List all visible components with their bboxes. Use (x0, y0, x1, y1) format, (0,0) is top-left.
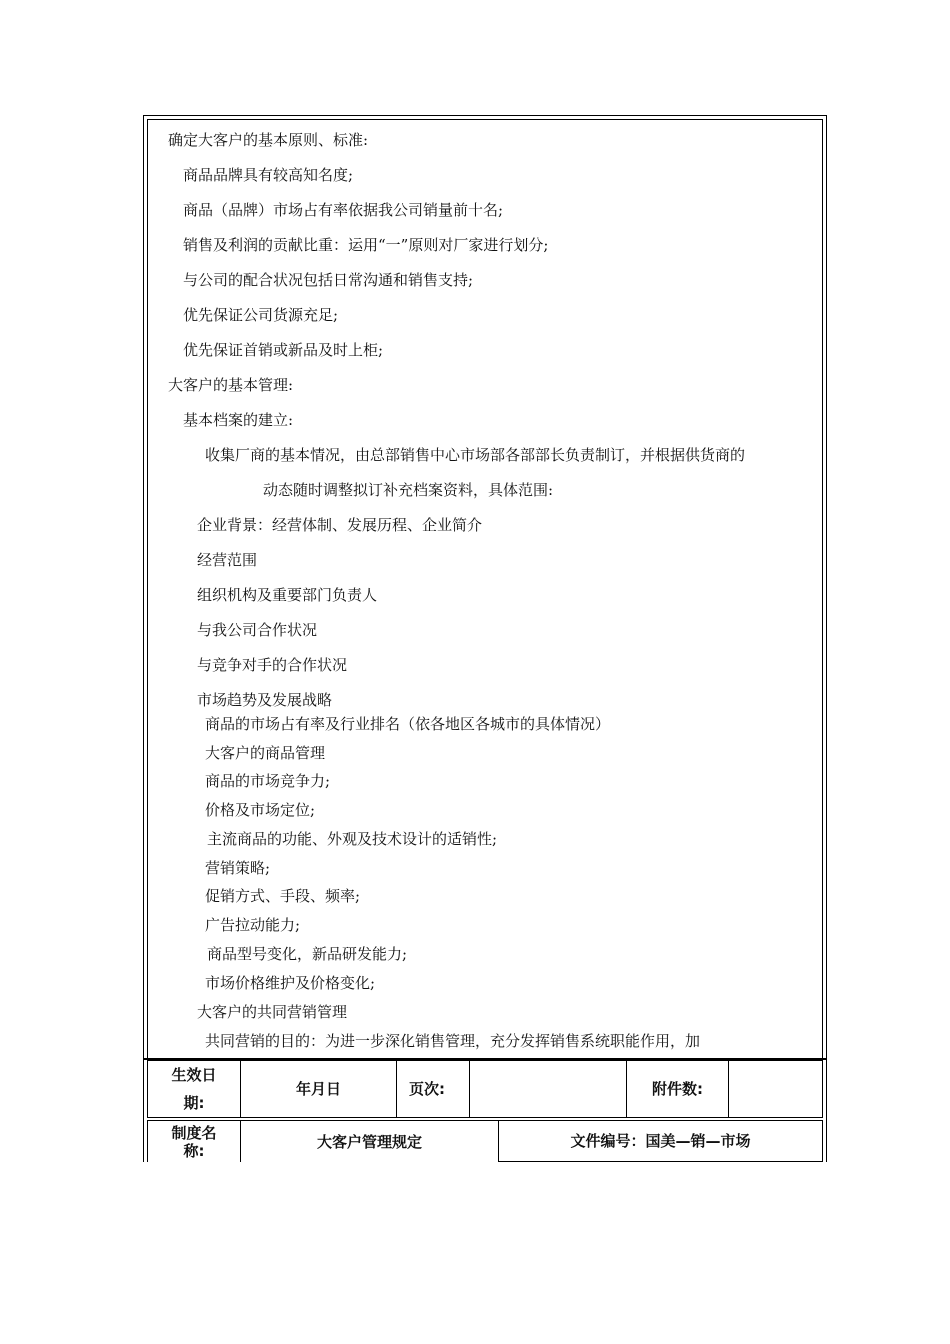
policy-name-label-line2: 称: (183, 1141, 205, 1160)
text-line: 营销策略; (205, 859, 271, 877)
text-line: 与竞争对手的合作状况 (197, 656, 348, 674)
policy-name-label-line1: 制度名 (171, 1123, 217, 1142)
text-line: 动态随时调整拟订补充档案资料，具体范围: (263, 481, 554, 499)
text-line: 与公司的配合状况包括日常沟通和销售支持; (183, 271, 474, 289)
effective-date-label-line1: 生效日 (171, 1066, 217, 1084)
text-line: 商品（品牌）市场占有率依据我公司销量前十名; (183, 201, 504, 219)
effective-date-value: 年月日 (240, 1060, 397, 1118)
effective-date-label-line2: 期: (183, 1094, 205, 1112)
policy-name-value: 大客户管理规定 (240, 1120, 499, 1162)
text-line: 商品的市场竞争力; (205, 772, 331, 790)
text-line: 主流商品的功能、外观及技术设计的适销性; (207, 830, 498, 848)
text-line: 确定大客户的基本原则、标准: (168, 131, 369, 149)
policy-name-label (147, 1120, 241, 1162)
text-line: 市场趋势及发展战略 (197, 691, 333, 709)
text-line: 优先保证公司货源充足; (183, 306, 339, 324)
page-value (469, 1060, 627, 1118)
text-line: 销售及利润的贡献比重：运用“一”原则对厂家进行划分; (183, 236, 549, 254)
text-line: 收集厂商的基本情况，由总部销售中心市场部各部部长负责制订，并根据供货商的 (205, 446, 746, 464)
text-line: 基本档案的建立: (183, 411, 294, 429)
attachments-label: 附件数: (626, 1060, 729, 1118)
attachments-value (728, 1060, 823, 1118)
text-line: 与我公司合作状况 (197, 621, 318, 639)
text-line: 大客户的商品管理 (205, 744, 326, 762)
right-border (826, 1058, 827, 1162)
text-line: 大客户的共同营销管理 (197, 1003, 348, 1021)
text-line: 商品的市场占有率及行业排名（依各地区各城市的具体情况） (205, 715, 611, 733)
text-line: 大客户的基本管理: (168, 376, 294, 394)
document-number: 文件编号：国美—销—市场 (498, 1120, 823, 1162)
text-line: 价格及市场定位; (205, 801, 316, 819)
left-border (143, 1058, 144, 1162)
effective-date-label (147, 1060, 241, 1118)
text-line: 共同营销的目的：为进一步深化销售管理，充分发挥销售系统职能作用，加 (205, 1032, 701, 1050)
text-line: 商品品牌具有较高知名度; (183, 166, 354, 184)
text-line: 市场价格维护及价格变化; (205, 974, 376, 992)
text-line: 广告拉动能力; (205, 916, 301, 934)
text-line: 优先保证首销或新品及时上柜; (183, 341, 384, 359)
text-line: 商品型号变化，新品研发能力; (207, 945, 408, 963)
text-line: 企业背景：经营体制、发展历程、企业简介 (197, 516, 483, 534)
text-line: 促销方式、手段、频率; (205, 887, 361, 905)
page-label: 页次: (396, 1060, 470, 1118)
text-line: 经营范围 (197, 551, 258, 569)
text-line: 组织机构及重要部门负责人 (197, 586, 378, 604)
